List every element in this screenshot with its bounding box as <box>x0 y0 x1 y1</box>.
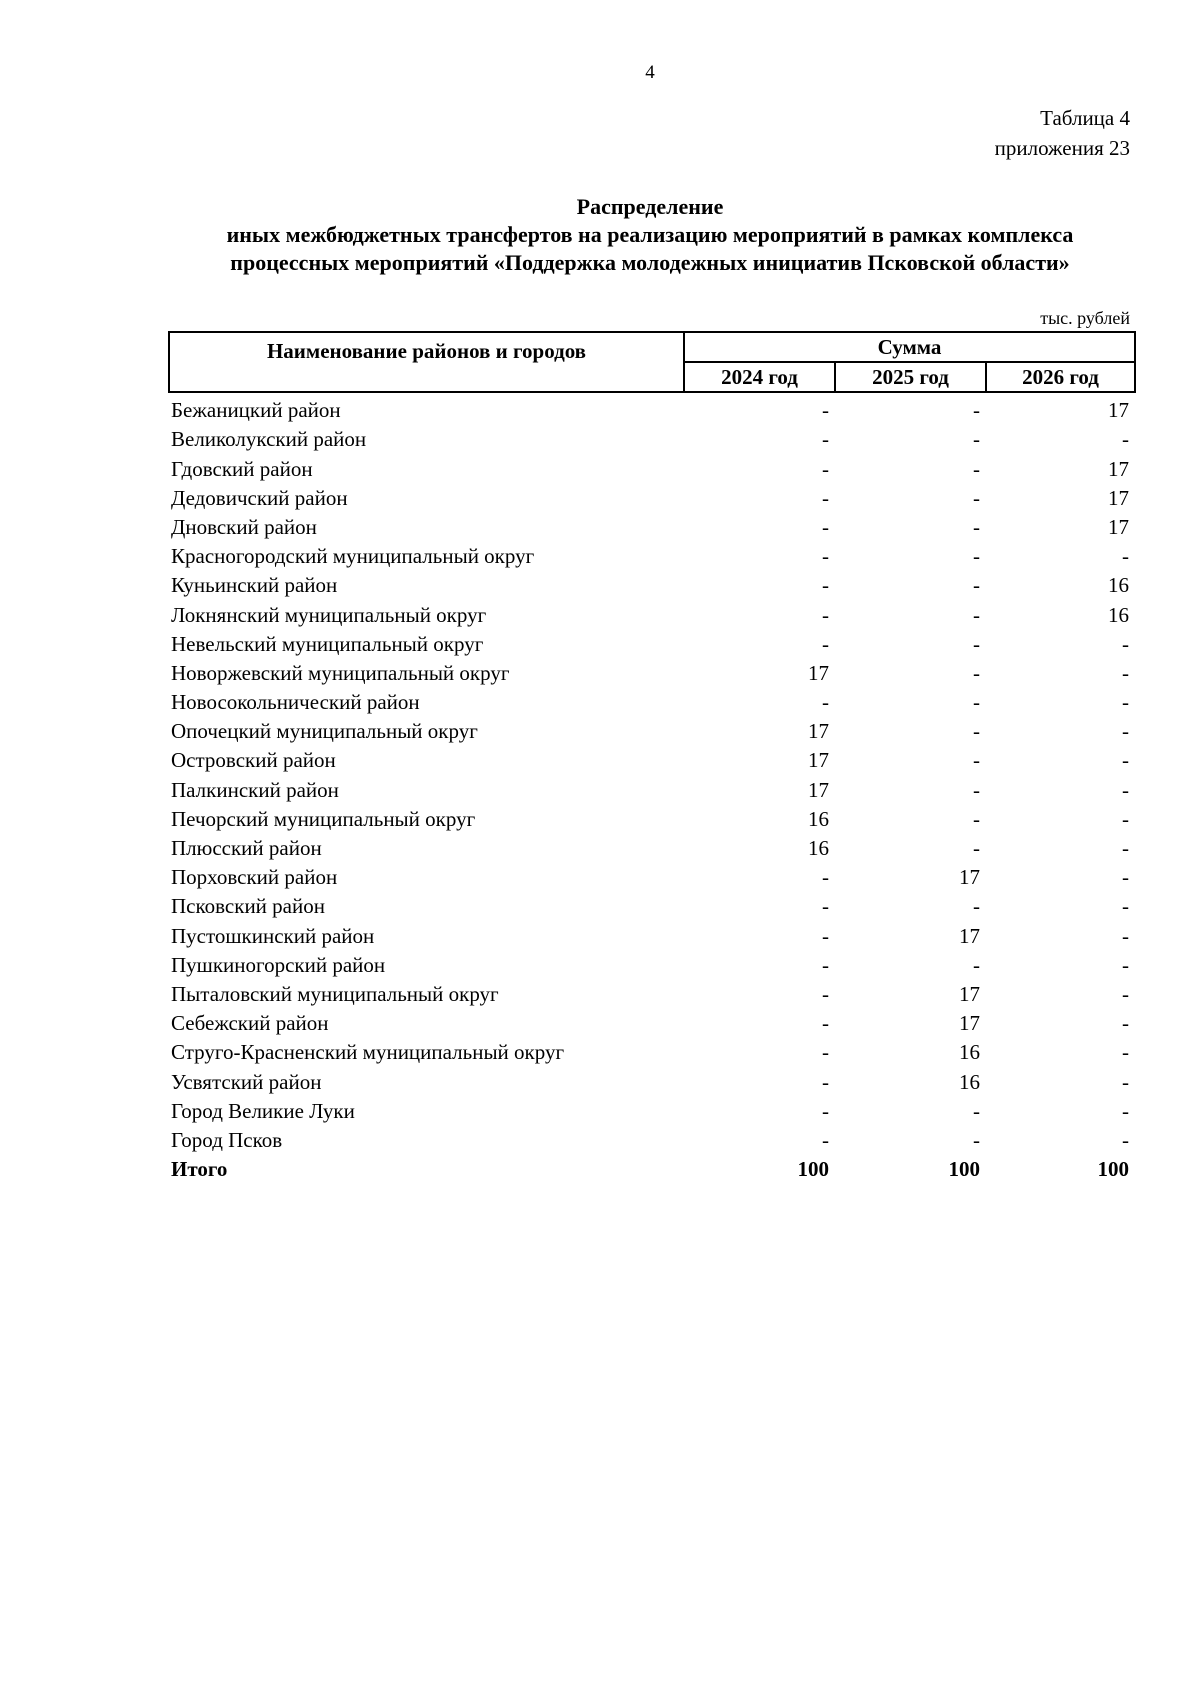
table-row <box>169 802 1135 831</box>
district-name: Новосокольнический район <box>171 690 420 715</box>
total-2025: 100 <box>948 1157 980 1182</box>
value-2025: - <box>973 690 980 715</box>
header-year-2024: 2024 год <box>684 362 835 392</box>
value-2025: - <box>973 485 980 510</box>
page-number: 4 <box>645 62 655 83</box>
district-name: Город Великие Луки <box>171 1098 355 1123</box>
document-title <box>100 193 1200 277</box>
total-label: Итого <box>171 1157 228 1182</box>
value-2025: - <box>973 836 980 860</box>
value-2025: 16 <box>959 1069 980 1094</box>
district-name: Псковский район <box>171 894 325 919</box>
table-row <box>169 568 1135 597</box>
value-2025: - <box>973 544 980 569</box>
district-name: Красногородский муниципальный округ <box>171 544 535 569</box>
table-row <box>169 685 1135 714</box>
total-row <box>169 1152 1135 1181</box>
value-2024: - <box>822 981 829 1006</box>
table-row <box>169 422 1135 451</box>
value-2026: 16 <box>1108 573 1130 598</box>
district-name: Новоржевский муниципальный округ <box>171 660 510 685</box>
table-row <box>169 889 1135 918</box>
value-2025: - <box>973 952 980 977</box>
district-name: Дновский район <box>171 514 317 539</box>
value-2026: - <box>1122 1127 1130 1152</box>
value-2024: 17 <box>808 777 829 802</box>
value-2025: 17 <box>959 923 980 948</box>
value-2026: - <box>1122 631 1130 656</box>
value-2024: 17 <box>808 748 829 773</box>
value-2026: - <box>1122 690 1130 715</box>
value-2024: - <box>822 1098 829 1123</box>
appendix-number: приложения 23 <box>994 136 1130 160</box>
value-2024: - <box>822 1011 829 1036</box>
value-2024: 17 <box>808 719 829 744</box>
value-2024: - <box>822 485 829 510</box>
value-2024: - <box>822 602 829 627</box>
district-name: Себежский район <box>171 1011 329 1036</box>
value-2026: 17 <box>1108 514 1130 539</box>
value-2024: - <box>822 865 829 890</box>
value-2024: - <box>822 894 829 919</box>
table-row <box>169 627 1135 656</box>
table-row <box>169 481 1135 510</box>
value-2025: - <box>973 777 980 802</box>
value-2025: 17 <box>959 865 980 890</box>
value-2026: - <box>1122 1040 1130 1065</box>
value-2026: 17 <box>1108 485 1130 510</box>
value-2025: - <box>973 894 980 919</box>
table-row <box>169 1123 1135 1152</box>
value-2024: - <box>822 514 829 539</box>
value-2025: - <box>973 806 980 831</box>
value-2026: - <box>1122 748 1130 773</box>
value-2026: - <box>1122 894 1130 919</box>
value-2025: - <box>973 514 980 539</box>
table-number: Таблица 4 <box>1040 106 1130 130</box>
value-2024: - <box>822 631 829 656</box>
table-row <box>169 977 1135 1006</box>
value-2024: - <box>822 456 829 481</box>
value-2026: - <box>1122 719 1130 744</box>
value-2025: - <box>973 719 980 744</box>
header-year-2026: 2026 год <box>986 362 1135 392</box>
title-line-3: процессных мероприятий «Поддержка молодежных инициатив Псковской области» <box>230 250 1070 275</box>
header-year-2025: 2025 год <box>835 362 986 392</box>
table-reference <box>995 103 1130 163</box>
district-name: Гдовский район <box>171 456 313 481</box>
district-name: Струго-Красненский муниципальный округ <box>171 1040 565 1065</box>
table-row <box>169 772 1135 801</box>
value-2025: - <box>973 631 980 656</box>
table-row <box>169 918 1135 947</box>
title-line-2: иных межбюджетных трансфертов на реализацию мероприятий в рамках комплекса <box>226 222 1074 247</box>
table-row <box>169 656 1135 685</box>
table-row <box>169 1094 1135 1123</box>
district-name: Город Псков <box>171 1127 283 1152</box>
table-row <box>169 743 1135 772</box>
title-line-1: Распределение <box>576 194 724 219</box>
table-row <box>169 831 1135 860</box>
value-2024: - <box>822 923 829 948</box>
value-2026: - <box>1122 777 1130 802</box>
table-row <box>169 510 1135 539</box>
table-row <box>169 1035 1135 1064</box>
value-2024: - <box>822 1040 829 1065</box>
table-row <box>169 451 1135 480</box>
value-2026: - <box>1122 981 1130 1006</box>
district-name: Плюсский район <box>171 836 322 860</box>
table-row <box>169 1064 1135 1093</box>
district-name: Печорский муниципальный округ <box>171 806 476 831</box>
district-name: Бежаницкий район <box>171 398 341 423</box>
value-2026: 17 <box>1108 456 1130 481</box>
value-2026: - <box>1122 865 1130 890</box>
value-2025: - <box>973 398 980 423</box>
value-2025: - <box>973 660 980 685</box>
value-2025: 16 <box>959 1040 980 1065</box>
district-name: Великолукский район <box>171 427 367 452</box>
header-name: Наименование районов и городов <box>169 332 684 392</box>
value-2025: - <box>973 1127 980 1152</box>
value-2026: - <box>1122 836 1130 860</box>
value-2025: - <box>973 427 980 452</box>
table-row <box>169 714 1135 743</box>
table-row <box>169 860 1135 889</box>
total-2026: 100 <box>1097 1157 1130 1182</box>
district-name: Опочецкий муниципальный округ <box>171 719 478 744</box>
value-2025: - <box>973 456 980 481</box>
table-body <box>169 392 1135 1181</box>
value-2024: - <box>822 1127 829 1152</box>
table-row <box>169 539 1135 568</box>
header-sum: Сумма <box>684 332 1135 362</box>
table-row <box>169 597 1135 626</box>
table-row <box>169 1006 1135 1035</box>
value-2024: 17 <box>808 660 829 685</box>
value-2026: - <box>1122 952 1130 977</box>
district-name: Локнянский муниципальный округ <box>171 602 487 627</box>
value-2026: - <box>1122 427 1130 452</box>
units-label: тыс. рублей <box>1040 308 1130 328</box>
value-2024: - <box>822 952 829 977</box>
district-name: Усвятский район <box>171 1069 322 1094</box>
district-name: Палкинский район <box>171 777 339 802</box>
value-2025: 17 <box>959 1011 980 1036</box>
table-row <box>169 948 1135 977</box>
table-row <box>169 392 1135 422</box>
value-2024: - <box>822 1069 829 1094</box>
value-2025: - <box>973 573 980 598</box>
distribution-table <box>168 331 1136 1181</box>
value-2026: - <box>1122 806 1130 831</box>
value-2026: 16 <box>1108 602 1130 627</box>
value-2026: - <box>1122 1069 1130 1094</box>
district-name: Пыталовский муниципальный округ <box>171 981 499 1006</box>
value-2026: 17 <box>1108 398 1130 423</box>
district-name: Пушкиногорский район <box>171 952 386 977</box>
value-2026: - <box>1122 1098 1130 1123</box>
value-2026: - <box>1122 660 1130 685</box>
district-name: Порховский район <box>171 865 338 890</box>
total-2024: 100 <box>797 1157 829 1182</box>
value-2024: - <box>822 427 829 452</box>
value-2024: - <box>822 398 829 423</box>
value-2024: - <box>822 544 829 569</box>
value-2025: - <box>973 748 980 773</box>
value-2026: - <box>1122 1011 1130 1036</box>
value-2025: - <box>973 1098 980 1123</box>
district-name: Куньинский район <box>171 573 338 598</box>
district-name: Невельский муниципальный округ <box>171 631 484 656</box>
district-name: Островский район <box>171 748 336 773</box>
table-header <box>169 332 1135 392</box>
value-2024: 16 <box>808 836 829 860</box>
value-2025: 17 <box>959 981 980 1006</box>
district-name: Дедовичский район <box>171 485 348 510</box>
value-2026: - <box>1122 923 1130 948</box>
value-2024: - <box>822 690 829 715</box>
district-name: Пустошкинский район <box>171 923 375 948</box>
value-2024: 16 <box>808 806 829 831</box>
value-2024: - <box>822 573 829 598</box>
value-2025: - <box>973 602 980 627</box>
value-2026: - <box>1122 544 1130 569</box>
